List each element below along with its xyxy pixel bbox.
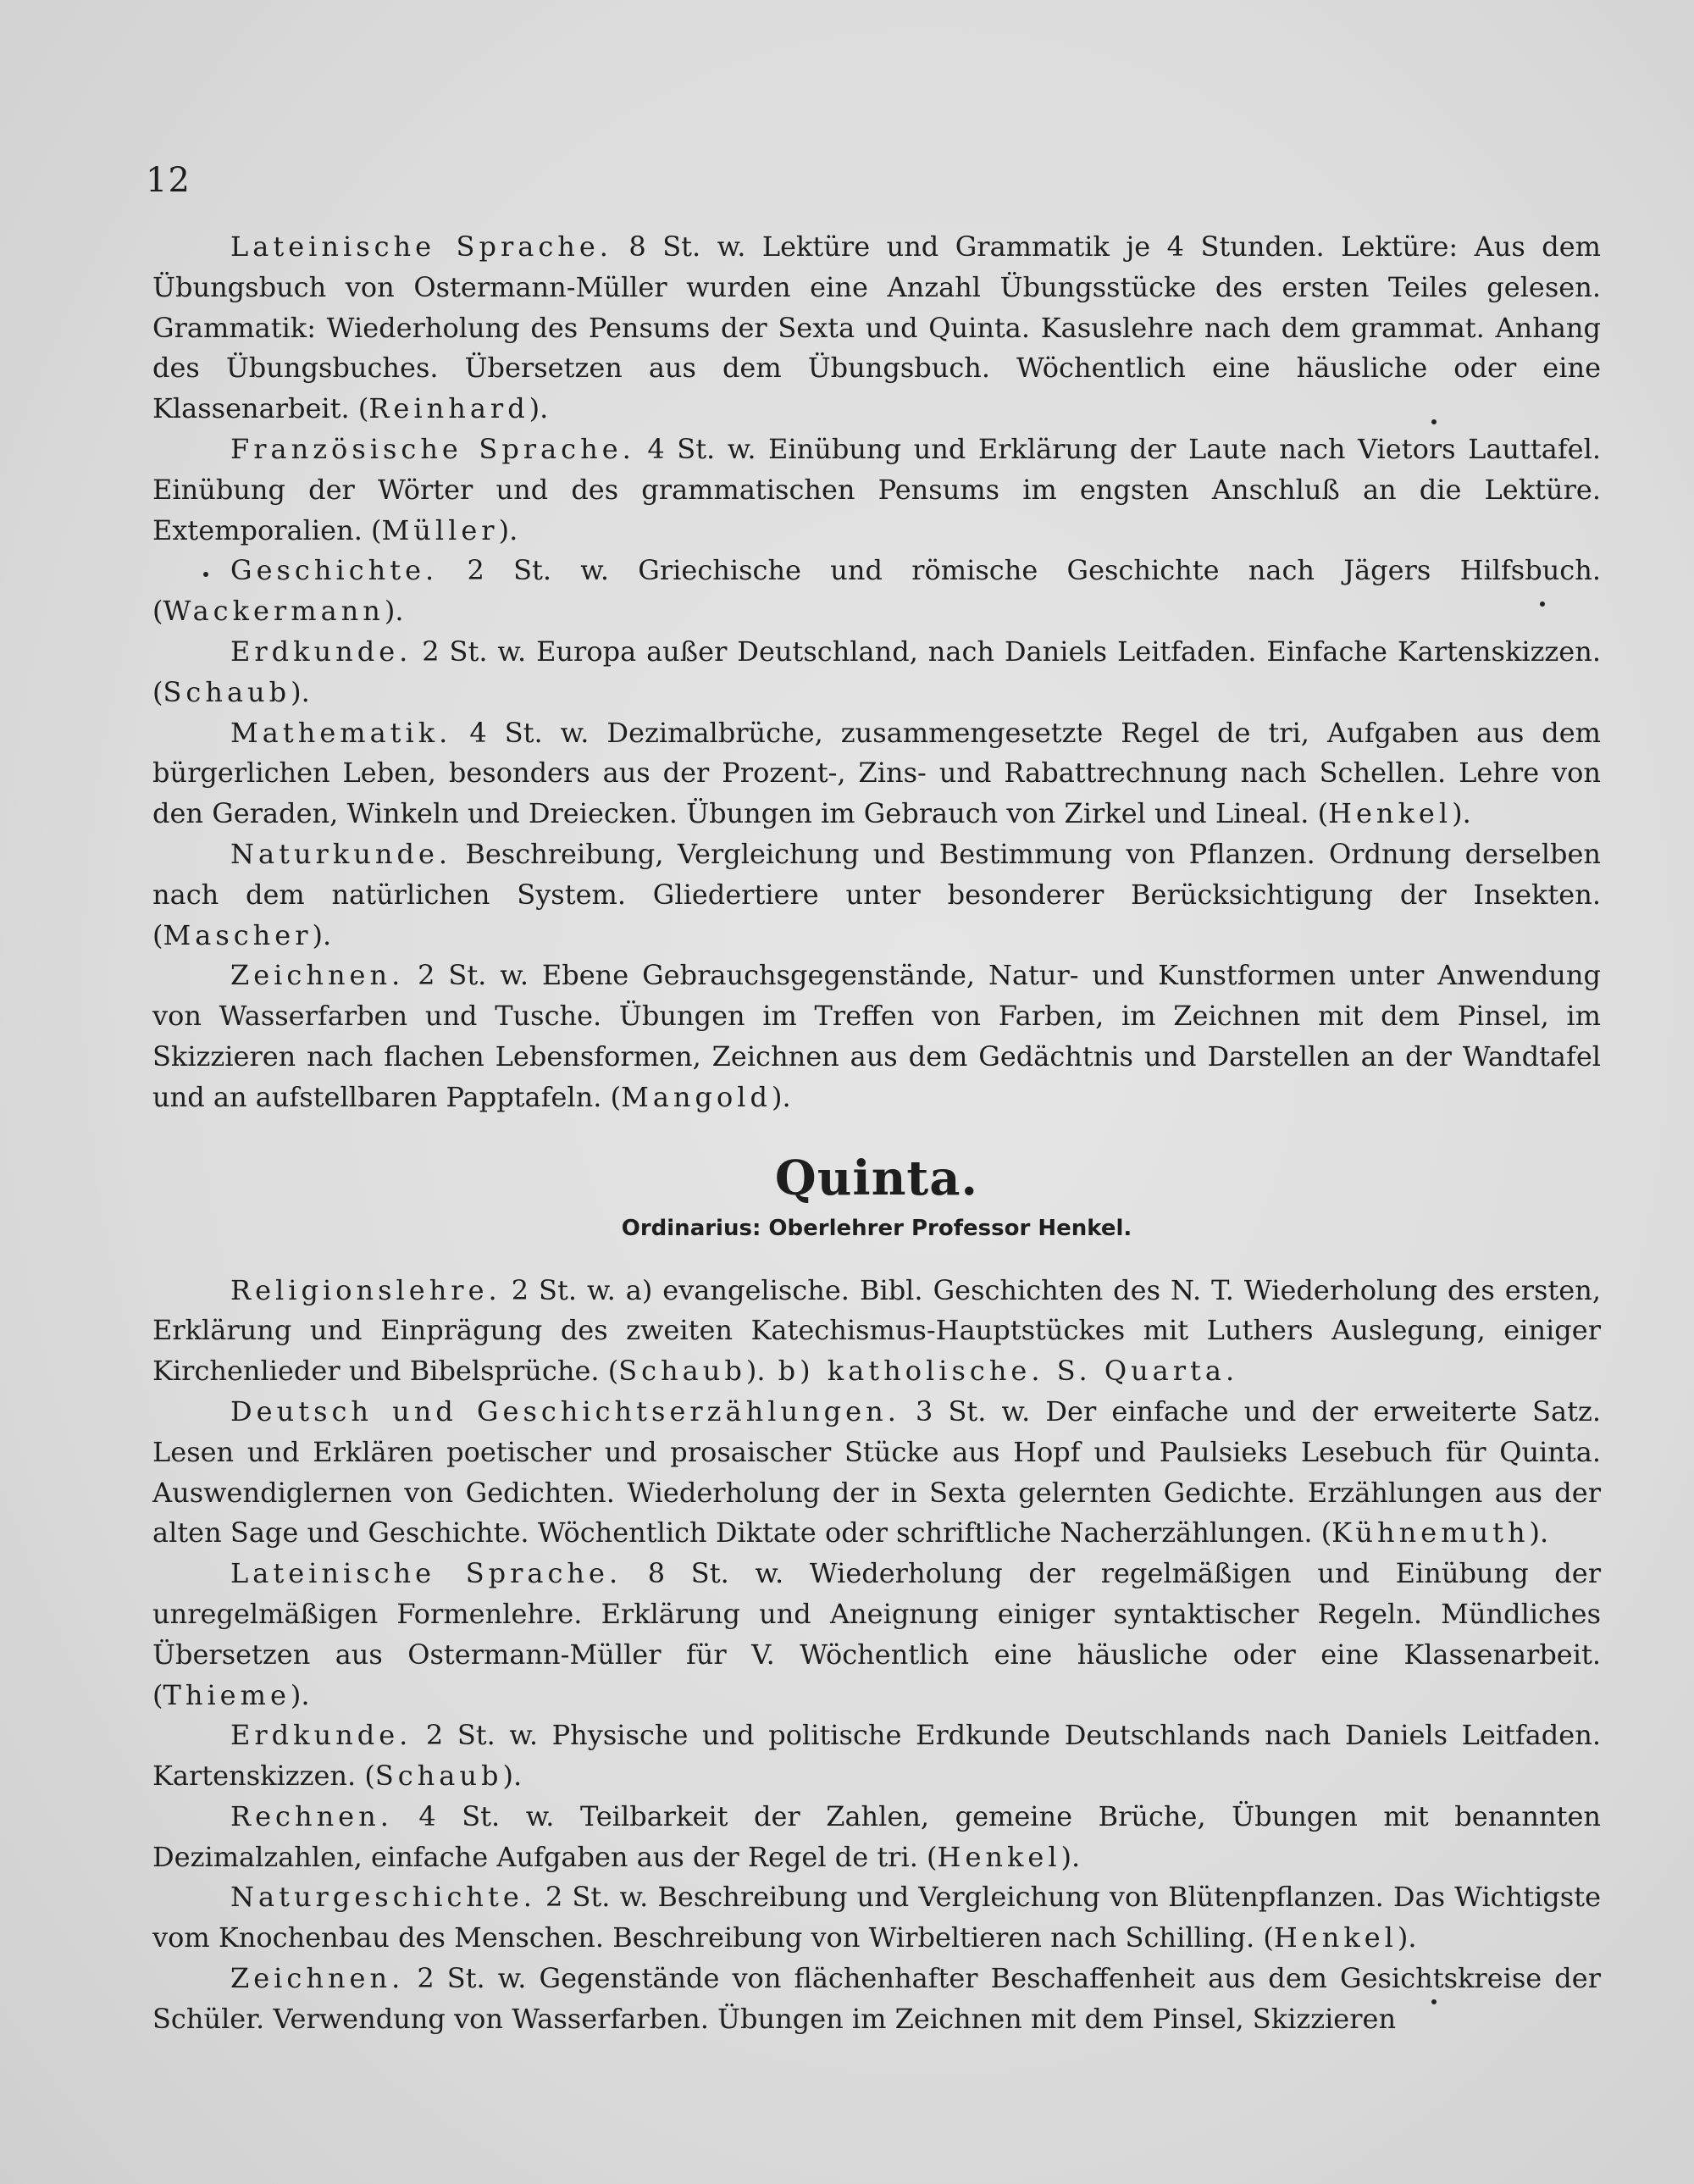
subject-title: Mathematik. (230, 716, 452, 749)
teacher-name: Schaub (618, 1355, 746, 1388)
subject-title: Lateinische Sprache. (230, 230, 612, 263)
subject-paragraph: Naturgeschichte. 2 St. w. Beschreibung und Vergleichung von Blütenpflanzen. Das Wichtigste vom Knochenbau des Menschen. Beschreibung von Wirbeltieren nach Schilling. (Henkel). (152, 1881, 1602, 1954)
subject-title: Erdkunde. (230, 1719, 412, 1752)
subject-tail: b) katholische. S. Quarta. (765, 1355, 1239, 1388)
print-speck (1540, 601, 1545, 607)
page-number: 12 (146, 161, 191, 200)
section-subheading: Ordinarius: Oberlehrer Professor Henkel. (621, 1215, 1132, 1241)
subject-text: Beschreibung, Vergleichung und Bestimmung von Pflanzen. Ordnung derselben nach dem natürlichen System. Gliedertiere unter besonderer Berücksichtigung der Insekten. (152, 837, 1602, 911)
subject-title: Religionslehre. (230, 1273, 501, 1306)
print-speck (1431, 419, 1437, 424)
subject-paragraph: Lateinische Sprache. 8 St. w. Wiederholung der regelmäßigen und Einübung der unregelmäßigen Formenlehre. Erklärung und Aneignung einiger syntaktischer Regeln. Mündliches Übersetzen aus Ostermann-Müller für V. Wöchentlich eine häusliche oder eine Klassenarbeit. (Thieme). (152, 1557, 1602, 1711)
subject-text: 2 St. w. Physische und politische Erdkunde Deutschlands nach Daniels Leitfaden. Kartenskizzen. (152, 1719, 1602, 1793)
subject-text: 3 St. w. Der einfache und der erweiterte Satz. Lesen und Erklären poetischer und prosaischer Stücke aus Hopf und Paulsieks Lesebuch für Quinta. Auswendiglernen von Gedichten. Wiederholung der in Sexta gelernten Gedichte. Erzählungen aus der alten Sage und Geschichte. Wöchentlich Diktate oder schriftliche Nacherzählungen. (152, 1394, 1601, 1549)
teacher-name: Schaub (374, 1760, 503, 1793)
subject-title: Geschichte. (230, 554, 439, 587)
subject-title: Naturkunde. (230, 837, 452, 870)
teacher-name: Henkel (937, 1840, 1061, 1873)
subject-title: Lateinische Sprache. (230, 1557, 623, 1590)
print-speck (203, 572, 208, 577)
teacher-name: Mangold (621, 1080, 772, 1113)
teacher-name: Reinhard (368, 392, 529, 425)
subject-text: 2 St. w. Ebene Gebrauchsgegenstände, Natur- und Kunstformen unter Anwendung von Wasserfarben und Tusche. Übungen im Treffen von Farben, im Zeichnen mit dem Pinsel, im Skizzieren nach flachen Lebensformen, Zeichnen aus dem Gedächtnis und Darstellen an der Wandtafel und an aufstellbaren Papptafeln. (152, 959, 1602, 1113)
subject-paragraph: Naturkunde. Beschreibung, Vergleichung und Bestimmung von Pflanzen. Ordnung derselben nach dem natürlichen System. Gliedertiere unter besonderer Berücksichtigung der Insekten. (Mascher). (152, 837, 1602, 951)
teacher-name: Kühnemuth (1331, 1516, 1530, 1549)
subject-title: Deutsch und Geschichtserzählungen. (230, 1394, 900, 1427)
subject-title: Französische Sprache. (230, 432, 635, 465)
teacher-name: Henkel (1273, 1921, 1398, 1954)
subject-text: 2 St. w. Gegenstände von flächenhafter Beschaffenheit aus dem Gesichtskreise der Schüler. Verwendung von Wasserfarben. Übungen im Zeichnen mit dem Pinsel, Skizzieren (152, 1962, 1602, 2035)
teacher-name: Müller (381, 513, 499, 546)
subject-paragraph: Mathematik. 4 St. w. Dezimalbrüche, zusammengesetzte Regel de tri, Aufgaben aus dem bürgerlichen Leben, besonders aus der Prozent-, Zins- und Rabattrechnung nach Schellen. Lehre von den Geraden, Winkeln und Dreiecken. Übungen im Gebrauch von Zirkel und Lineal. (Henkel). (152, 716, 1602, 830)
subject-title: Rechnen. (230, 1799, 393, 1832)
subject-text: 2 St. w. Europa außer Deutschland, nach Daniels Leitfaden. Einfache Kartenskizzen. (422, 635, 1602, 668)
subject-text: 8 St. w. Lektüre und Grammatik je 4 Stunden. Lektüre: Aus dem Übungsbuch von Ostermann-Müller wurden eine Anzahl Übungsstücke des ersten Teiles gelesen. Grammatik: Wiederholung des Pensums der Sexta und Quinta. Kasuslehre nach dem grammat. Anhang des Übungsbuches. Übersetzen aus dem Übungsbuch. Wöchentlich eine häusliche oder eine Klassenarbeit. (152, 230, 1602, 425)
subject-title: Naturgeschichte. (230, 1881, 536, 1914)
subject-text: 2 St. w. a) evangelische. Bibl. Geschichten des N. T. Wiederholung des ersten, Erklärung und Einprägung des zweiten Katechismus-Hauptstückes mit Luthers Auslegung, einiger Kirchenlieder und Bibelsprüche. (152, 1273, 1602, 1388)
subject-paragraph: Erdkunde. 2 St. w. Europa außer Deutschland, nach Daniels Leitfaden. Einfache Kartenskizzen. (Schaub). (152, 635, 1602, 708)
print-speck (1431, 1999, 1437, 2004)
teacher-name: Wackermann (163, 595, 385, 628)
subject-paragraph: Zeichnen. 2 St. w. Ebene Gebrauchsgegenstände, Natur- und Kunstformen unter Anwendung von Wasserfarben und Tusche. Übungen im Treffen von Farben, im Zeichnen mit dem Pinsel, im Skizzieren nach flachen Lebensformen, Zeichnen aus dem Gedächtnis und Darstellen an der Wandtafel und an aufstellbaren Papptafeln. (Mangold). (152, 959, 1602, 1113)
subject-paragraph: Deutsch und Geschichtserzählungen. 3 St. w. Der einfache und der erweiterte Satz. Lesen und Erklären poetischer und prosaischer Stücke aus Hopf und Paulsieks Lesebuch für Quinta. Auswendiglernen von Gedichten. Wiederholung der in Sexta gelernten Gedichte. Erzählungen aus der alten Sage und Geschichte. Wöchentlich Diktate oder schriftliche Nacherzählungen. (Kühnemuth). (152, 1394, 1601, 1549)
section-heading: Quinta. (774, 1150, 979, 1206)
subject-paragraph: Rechnen. 4 St. w. Teilbarkeit der Zahlen, gemeine Brüche, Übungen mit benannten Dezimalzahlen, einfache Aufgaben aus der Regel de tri. (Henkel). (152, 1799, 1602, 1873)
text-column (152, 227, 1601, 2040)
subject-text: 4 St. w. Teilbarkeit der Zahlen, gemeine Brüche, Übungen mit benannten Dezimalzahlen, einfache Aufgaben aus der Regel de tri. (152, 1799, 1602, 1873)
subject-text: 4 St. w. Einübung und Erklärung der Laute nach Vietors Lauttafel. Einübung der Wörter und des grammatischen Pensums im engsten Anschluß an die Lektüre. Extemporalien. (152, 432, 1602, 546)
subject-paragraph: Französische Sprache. 4 St. w. Einübung und Erklärung der Laute nach Vietors Lauttafel. Einübung der Wörter und des grammatischen Pensums im engsten Anschluß an die Lektüre. Extemporalien. (Müller). (152, 432, 1602, 546)
subject-title: Zeichnen. (230, 959, 405, 992)
teacher-name: Henkel (1328, 797, 1453, 830)
subject-paragraph: Erdkunde. 2 St. w. Physische und politische Erdkunde Deutschlands nach Daniels Leitfaden. Kartenskizzen. (Schaub). (152, 1719, 1602, 1793)
subject-title: Erdkunde. (230, 635, 412, 668)
subject-paragraph: Geschichte. 2 St. w. Griechische und römische Geschichte nach Jägers Hilfsbuch. (Wackermann). (152, 554, 1602, 628)
subject-paragraph: Lateinische Sprache. 8 St. w. Lektüre und Grammatik je 4 Stunden. Lektüre: Aus dem Übungsbuch von Ostermann-Müller wurden eine Anzahl Übungsstücke des ersten Teiles gelesen. Grammatik: Wiederholung des Pensums der Sexta und Quinta. Kasuslehre nach dem grammat. Anhang des Übungsbuches. Übersetzen aus dem Übungsbuch. Wöchentlich eine häusliche oder eine Klassenarbeit. (Reinhard). (152, 230, 1602, 425)
teacher-name: Thieme (163, 1678, 291, 1711)
subject-paragraph: Religionslehre. 2 St. w. a) evangelische. Bibl. Geschichten des N. T. Wiederholung des ersten, Erklärung und Einprägung des zweiten Katechismus-Hauptstückes mit Luthers Auslegung, einiger Kirchenlieder und Bibelsprüche. (Schaub). b) katholische. S. Quarta. (152, 1273, 1602, 1388)
subject-text: 8 St. w. Wiederholung der regelmäßigen und Einübung der unregelmäßigen Formenlehre. Erklärung und Aneignung einiger syntaktischer Regeln. Mündliches Übersetzen aus Ostermann-Müller für V. Wöchentlich eine häusliche oder eine Klassenarbeit. (152, 1557, 1602, 1671)
teacher-name: Schaub (163, 675, 291, 708)
teacher-name: Mascher (163, 918, 313, 951)
subject-paragraph (152, 1959, 1601, 2040)
subject-text: 4 St. w. Dezimalbrüche, zusammengesetzte Regel de tri, Aufgaben aus dem bürgerlichen Leben, besonders aus der Prozent-, Zins- und Rabattrechnung nach Schellen. Lehre von den Geraden, Winkeln und Dreiecken. Übungen im Gebrauch von Zirkel und Lineal. (152, 716, 1602, 830)
subject-text: 2 St. w. Griechische und römische Geschichte nach Jägers Hilfsbuch. (467, 554, 1602, 587)
subject-title: Zeichnen. (230, 1962, 405, 1995)
subject-text: 2 St. w. Beschreibung und Vergleichung von Blütenpflanzen. Das Wichtigste vom Knochenbau des Menschen. Beschreibung von Wirbeltieren nach Schilling. (152, 1881, 1602, 1954)
